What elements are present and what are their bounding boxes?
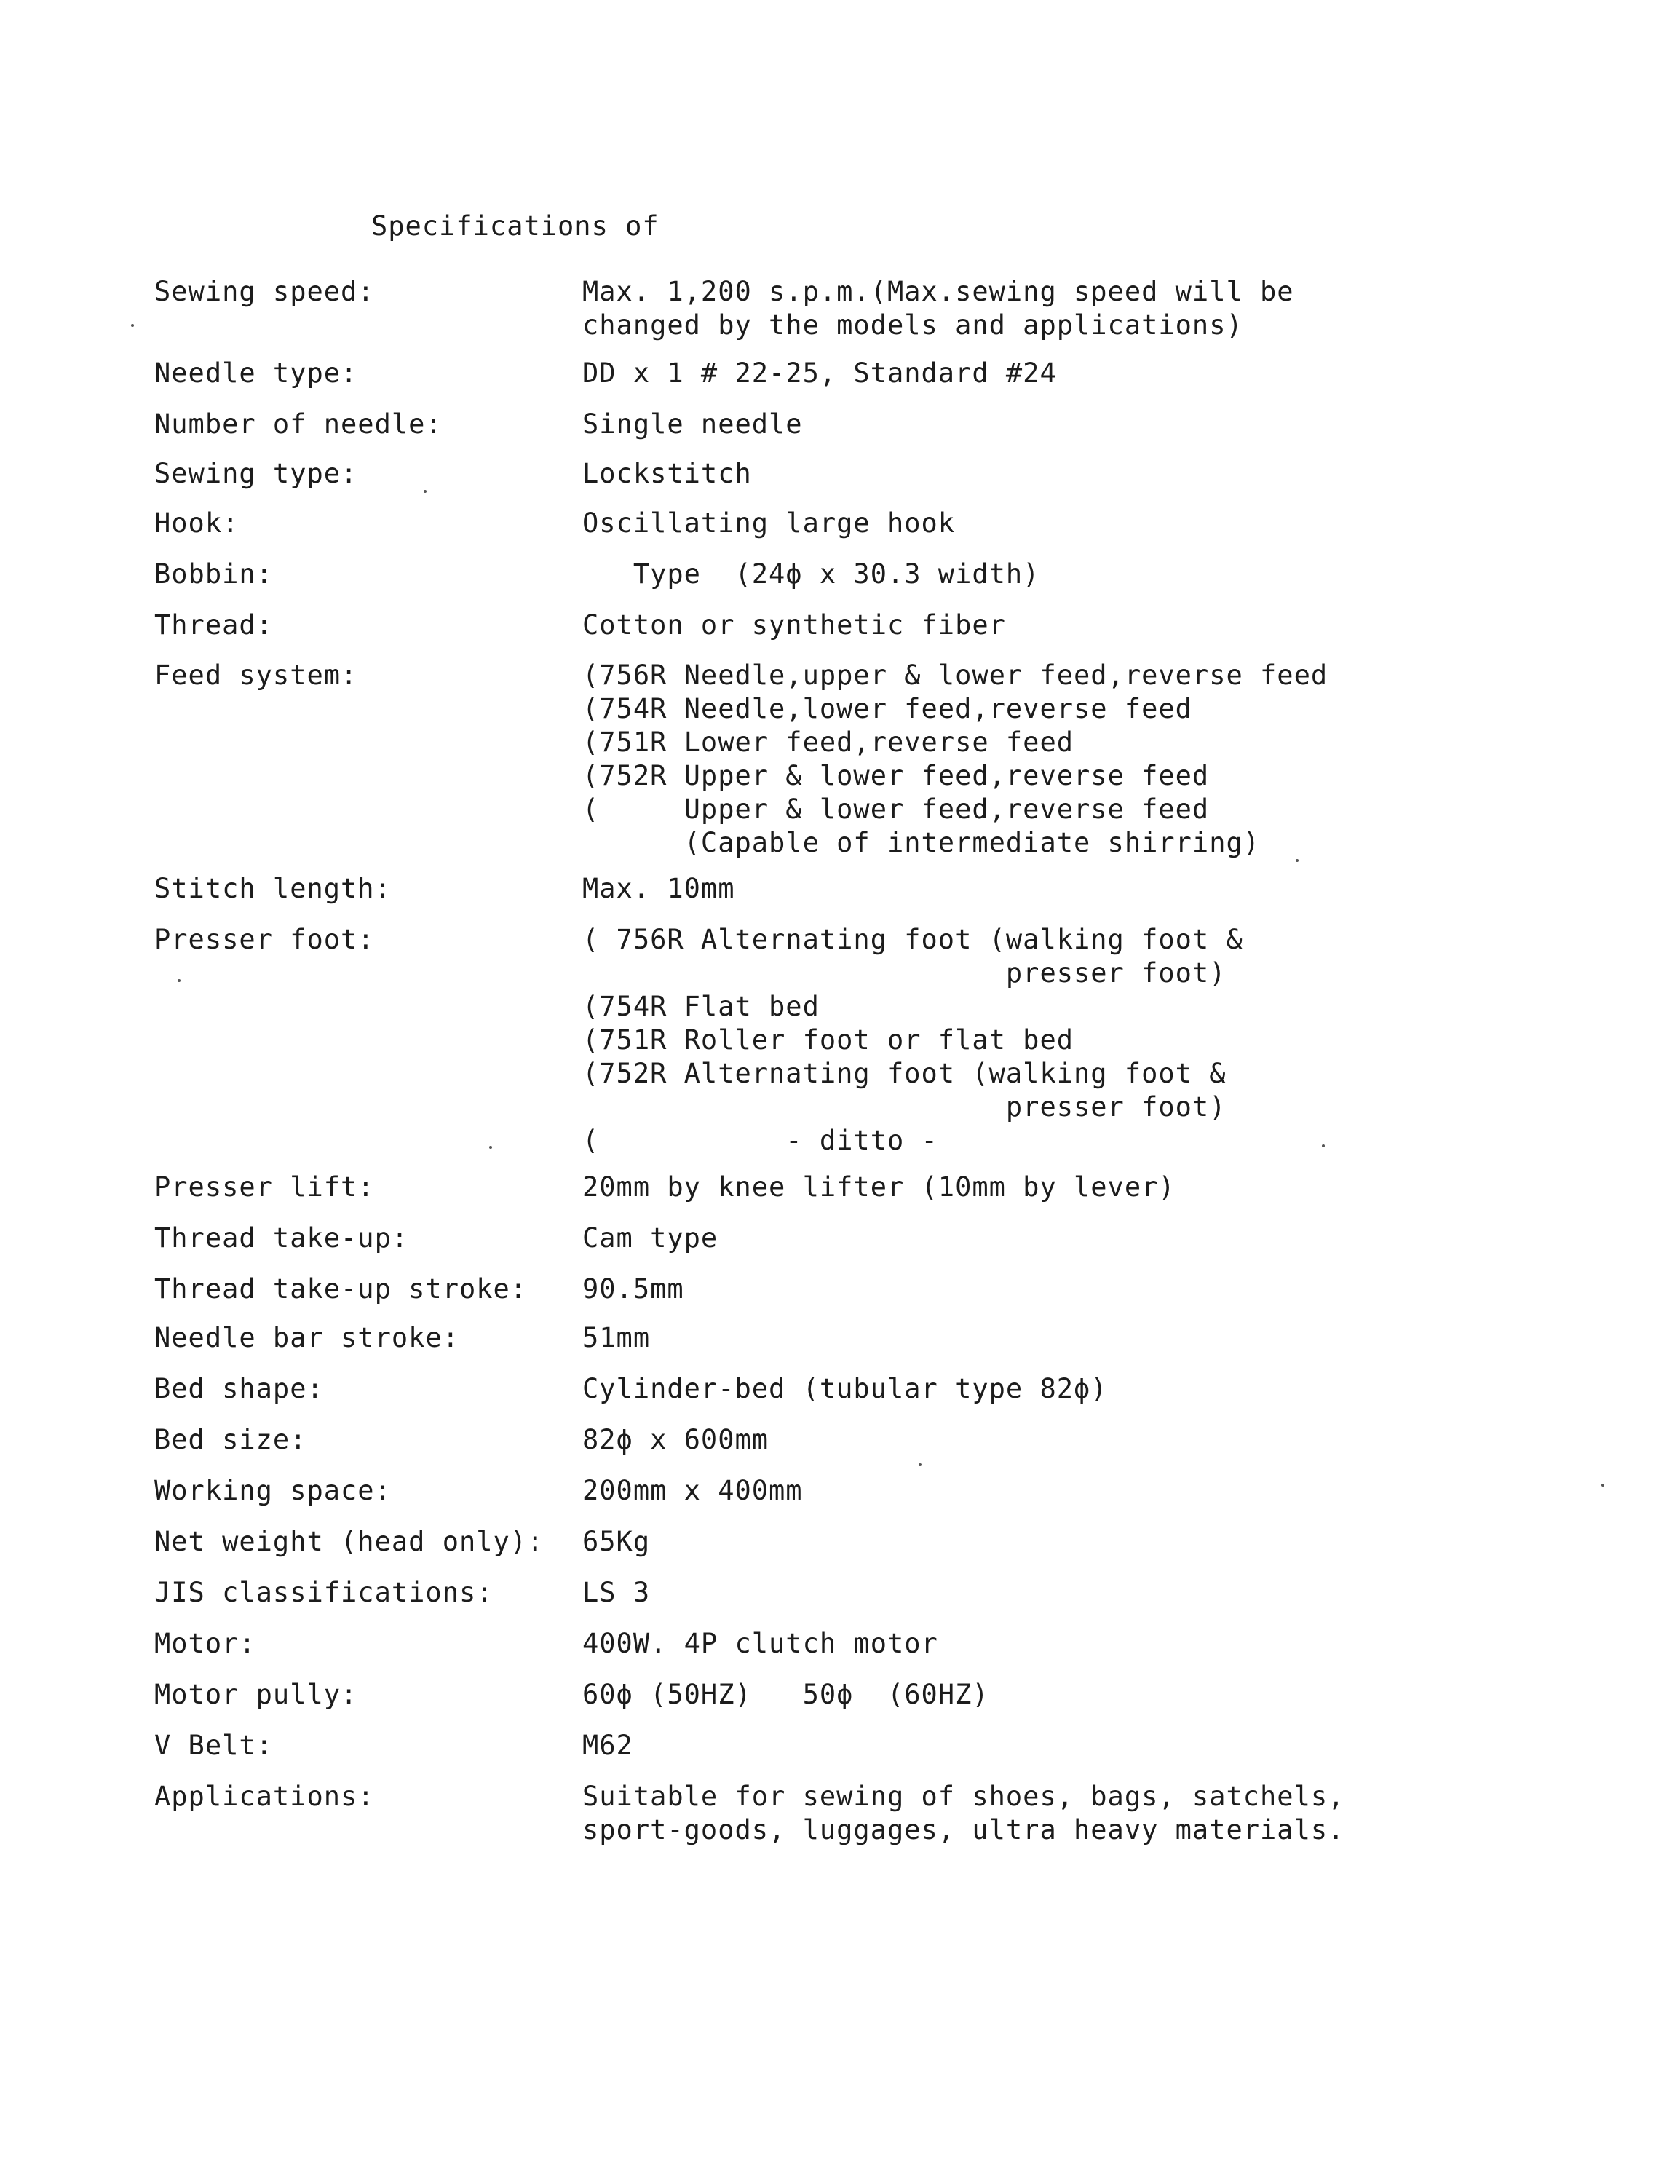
spec-label: Working space: — [154, 1475, 392, 1506]
spec-value: Suitable for sewing of shoes, bags, satchels, — [582, 1781, 1345, 1812]
spec-label: Motor: — [154, 1628, 256, 1659]
spec-label: Bed shape: — [154, 1373, 324, 1404]
spec-label: Feed system: — [154, 660, 358, 691]
spec-value: (756R Needle,upper & lower feed,reverse feed — [582, 660, 1328, 691]
spec-value: presser foot) — [582, 957, 1227, 989]
spec-value: LS 3 — [582, 1577, 651, 1608]
spec-value: Cylinder-bed (tubular type 82ϕ) — [582, 1373, 1108, 1404]
spec-value: sport-goods, luggages, ultra heavy materials. — [582, 1814, 1345, 1845]
scan-speck — [1296, 859, 1299, 862]
spec-value: changed by the models and applications) — [582, 309, 1243, 341]
spec-label: Thread take-up stroke: — [154, 1273, 528, 1305]
spec-label: V Belt: — [154, 1730, 273, 1761]
spec-label: Sewing type: — [154, 458, 358, 489]
spec-value: (752R Upper & lower feed,reverse feed — [582, 760, 1210, 791]
spec-value: 82ϕ x 600mm — [582, 1424, 769, 1455]
spec-value: 400W. 4P clutch motor — [582, 1628, 938, 1659]
spec-label: Net weight (head only): — [154, 1526, 544, 1557]
spec-value: 65Kg — [582, 1526, 651, 1557]
spec-label: Thread: — [154, 609, 273, 641]
spec-value: Cotton or synthetic fiber — [582, 609, 1006, 641]
spec-value: ( Upper & lower feed,reverse feed — [582, 794, 1210, 825]
spec-value: (751R Roller foot or flat bed — [582, 1024, 1074, 1056]
spec-value: (Capable of intermediate shirring) — [582, 827, 1261, 858]
spec-label: Applications: — [154, 1781, 375, 1812]
spec-value: Lockstitch — [582, 458, 752, 489]
page-title: Specifications of — [371, 210, 659, 242]
scan-speck — [424, 490, 427, 493]
spec-label: Bed size: — [154, 1424, 307, 1455]
spec-value: Oscillating large hook — [582, 507, 956, 539]
spec-value: 20mm by knee lifter (10mm by lever) — [582, 1171, 1176, 1203]
spec-value: M62 — [582, 1730, 633, 1761]
spec-label: Needle type: — [154, 357, 358, 389]
scan-speck — [1322, 1144, 1325, 1147]
spec-value: (754R Needle,lower feed,reverse feed — [582, 693, 1192, 724]
spec-value: Type (24ϕ x 30.3 width) — [582, 558, 1040, 590]
spec-value: (751R Lower feed,reverse feed — [582, 727, 1074, 758]
spec-label: Needle bar stroke: — [154, 1322, 459, 1353]
spec-label: Presser lift: — [154, 1171, 375, 1203]
spec-value: ( - ditto - — [582, 1125, 938, 1156]
spec-label: Sewing speed: — [154, 276, 375, 307]
spec-label: Presser foot: — [154, 924, 375, 955]
scan-speck — [131, 324, 134, 327]
spec-label: Number of needle: — [154, 408, 443, 440]
spec-value: 200mm x 400mm — [582, 1475, 803, 1506]
spec-label: Bobbin: — [154, 558, 273, 590]
spec-value: Max. 10mm — [582, 873, 735, 904]
scan-speck — [919, 1463, 922, 1466]
spec-value: (752R Alternating foot (walking foot & — [582, 1058, 1227, 1089]
spec-value: 60ϕ (50HZ) 50ϕ (60HZ) — [582, 1679, 989, 1710]
scan-speck — [178, 979, 181, 982]
scan-speck — [1601, 1484, 1604, 1487]
spec-value: presser foot) — [582, 1091, 1227, 1123]
spec-value: Cam type — [582, 1222, 718, 1254]
spec-label: Hook: — [154, 507, 239, 539]
spec-value: Single needle — [582, 408, 803, 440]
spec-value: 51mm — [582, 1322, 651, 1353]
spec-value: (754R Flat bed — [582, 991, 820, 1022]
spec-label: Stitch length: — [154, 873, 392, 904]
spec-value: Max. 1,200 s.p.m.(Max.sewing speed will be — [582, 276, 1294, 307]
spec-label: Thread take-up: — [154, 1222, 409, 1254]
scan-speck — [489, 1146, 492, 1149]
spec-value: ( 756R Alternating foot (walking foot & — [582, 924, 1243, 955]
spec-value: 90.5mm — [582, 1273, 684, 1305]
spec-label: JIS classifications: — [154, 1577, 494, 1608]
spec-value: DD x 1 # 22-25, Standard #24 — [582, 357, 1057, 389]
spec-label: Motor pully: — [154, 1679, 358, 1710]
